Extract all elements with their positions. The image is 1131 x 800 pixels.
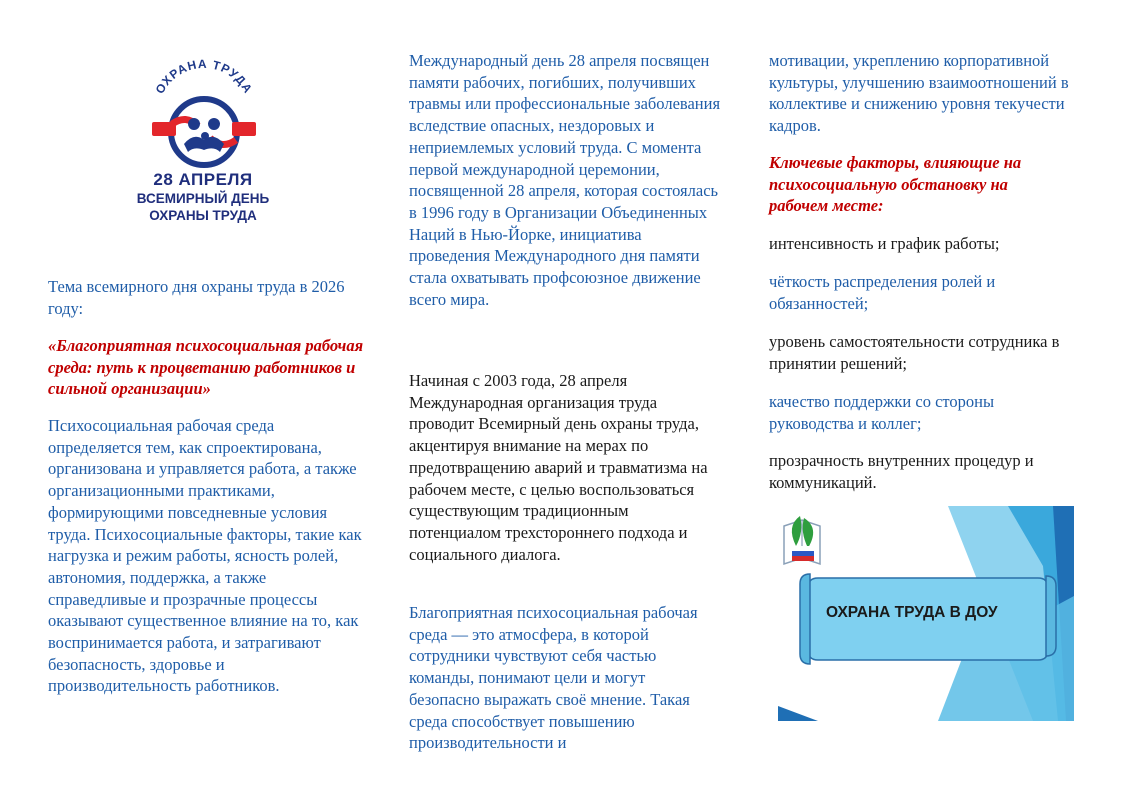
logo-world-day-labor-safety [128, 52, 278, 252]
continuation-paragraph: мотивации, укреплению корпоративной культуры, улучшению взаимоотношений в коллективе и снижению уровня текучести кадров. [769, 51, 1069, 136]
factor-item: чёткость распределения ролей и обязанностей; [769, 272, 996, 313]
factor-item: качество поддержки со стороны руководства и коллег; [769, 392, 995, 433]
logo-date: 28 АПРЕЛЯ [153, 170, 253, 189]
factor-item: прозрачность внутренних процедур и коммуникаций. [769, 451, 1034, 492]
factor-item: уровень самостоятельности сотрудника в принятии решений; [769, 332, 1060, 373]
ilo-paragraph: Начиная с 2003 года, 28 апреля Международная организация труда проводит Всемирный день охраны труда, акцентируя внимание на мерах по предотвращению аварий и травматизма на рабочем месте, с целью воспользоваться существующим традиционным потенциалом трехстороннего подхода и социального диалога. [409, 371, 708, 564]
logo-line-labor-safety: ОХРАНЫ ТРУДА [149, 208, 257, 223]
theme-intro: Тема всемирного дня охраны труда в 2026 году: [48, 277, 345, 318]
key-factors-title: Ключевые факторы, влияющие на психосоциальную обстановку на рабочем месте: [769, 153, 1022, 216]
union-emblem-icon [784, 516, 820, 564]
memorial-day-paragraph: Международный день 28 апреля посвящен памяти рабочих, погибших, получивших травмы или профессиональные заболевания вследствие опасных, нездоровых и неприемлемых условий труда. С момента первой международной церемонии, посвященной 28 апреля, которая состоялась в 1996 году в Организации Объединенных Наций в Нью-Йорке, инициатива проведения Международного дня памяти стала охватывать профсоюзное движение всего мира. [409, 51, 721, 309]
psychosocial-paragraph: Психосоциальная рабочая среда определяется тем, как спроектирована, организована и управляется работа, а также организационными практиками, формирующими повседневные условия труда. Психосоциальные факторы, такие как нагрузка и режим работы, ясность ролей, автономия, поддержка, а также справедливые и прозрачные процессы оказывают существенное влияние на то, как воспринимается работа, и затрагивают безопасность, здоровье и производительность работников. [48, 416, 362, 696]
logo-arc-text: ОХРАНА ТРУДА [152, 56, 256, 97]
banner-text: ОХРАНА ТРУДА В ДОУ [826, 604, 998, 621]
logo-line-world-day: ВСЕМИРНЫЙ ДЕНЬ [136, 191, 270, 206]
svg-text:ОХРАНА ТРУДА [153, 57, 256, 96]
labor-safety-emblem-icon [128, 52, 278, 182]
theme-title: «Благоприятная психосоциальная рабочая среда: путь к процветанию работников и сильной организации» [48, 336, 364, 399]
favorable-environment-paragraph: Благоприятная психосоциальная рабочая среда — это атмосфера, в которой сотрудники чувствуют себя частью команды, понимают цели и могут безопасно выражать своё мнение. Такая среда способствует повышению производительности и [409, 603, 698, 753]
factor-item: интенсивность и график работы; [769, 234, 1000, 253]
